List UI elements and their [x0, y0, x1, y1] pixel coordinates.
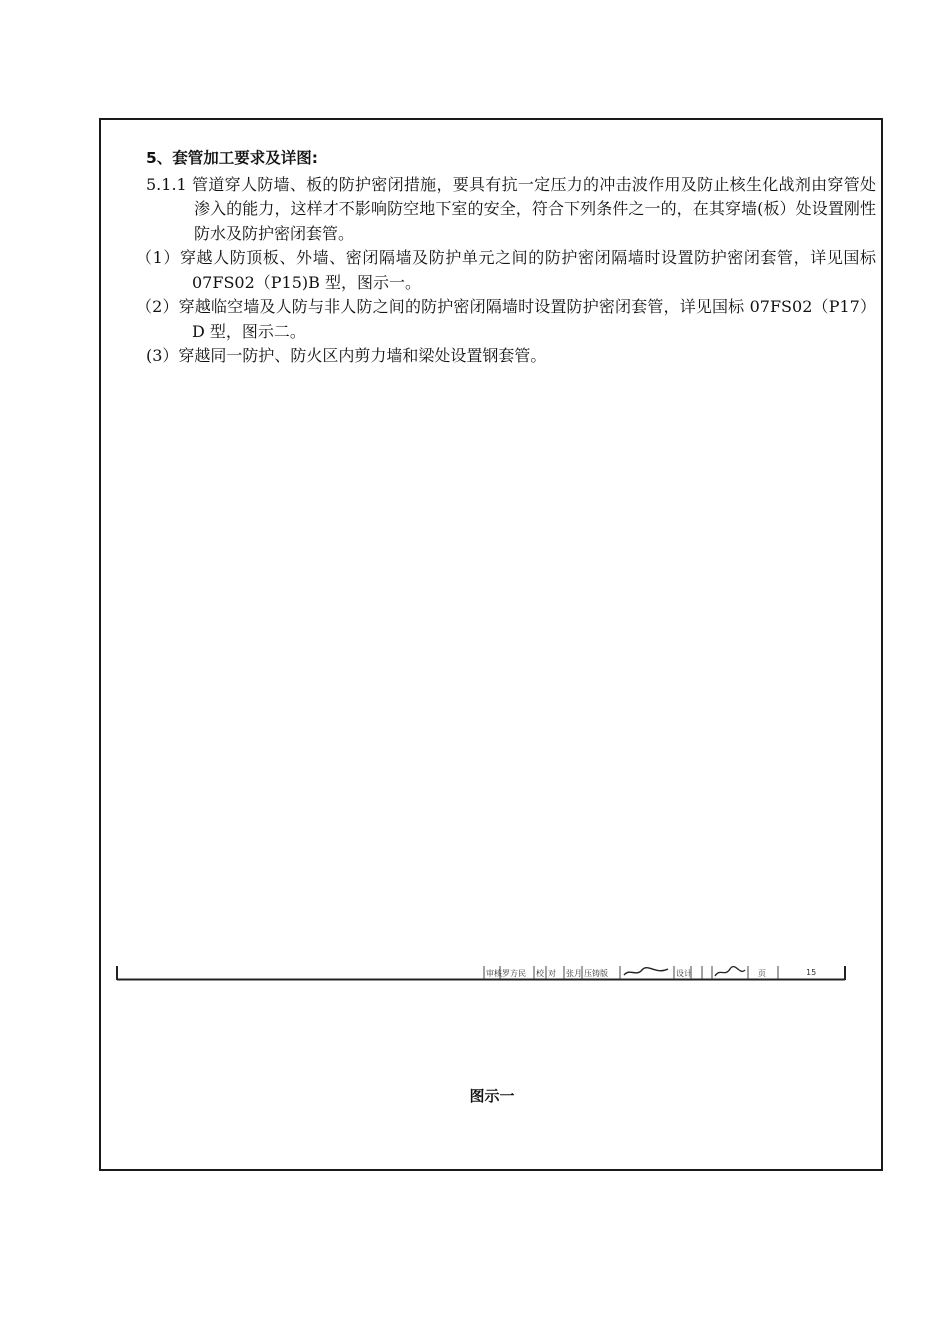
svg-text:设计: 设计	[676, 969, 692, 978]
svg-text:15: 15	[806, 968, 817, 977]
section-content	[136, 146, 876, 369]
paragraph-item-1: （1）穿越人防顶板、外墙、密闭隔墙及防护单元之间的防护密闭隔墙时设置防护密闭套管，详见国标 07FS02（P15)B 型，图示一。	[136, 248, 876, 292]
svg-text:页: 页	[758, 969, 766, 978]
svg-text:对: 对	[548, 969, 556, 978]
paragraph-item-3: (3）穿越同一防护、防火区内剪力墙和梁处设置钢套管。	[146, 346, 547, 365]
drawing-title-block	[116, 962, 846, 982]
section-heading: 5、套管加工要求及详图:	[146, 149, 318, 167]
svg-text:张月: 张月	[566, 969, 582, 978]
svg-text:审核: 审核	[486, 969, 502, 978]
svg-text:压铸版: 压铸版	[584, 969, 608, 978]
figure-caption: 图示一	[469, 1087, 515, 1105]
svg-text:校: 校	[536, 969, 544, 978]
paragraph-item-2: （2）穿越临空墙及人防与非人防之间的防护密闭隔墙时设置防护密闭套管，详见国标 07FS02（P17）D 型，图示二。	[136, 297, 876, 341]
paragraph-5-1-1: 5.1.1 管道穿人防墙、板的防护密闭措施，要具有抗一定压力的冲击波作用及防止核生化战剂由穿管处渗入的能力，这样才不影响防空地下室的安全，符合下列条件之一的，在其穿墙(板）处设置刚性防水及防护密闭套管。	[146, 174, 876, 243]
svg-text:罗方民: 罗方民	[502, 969, 526, 978]
